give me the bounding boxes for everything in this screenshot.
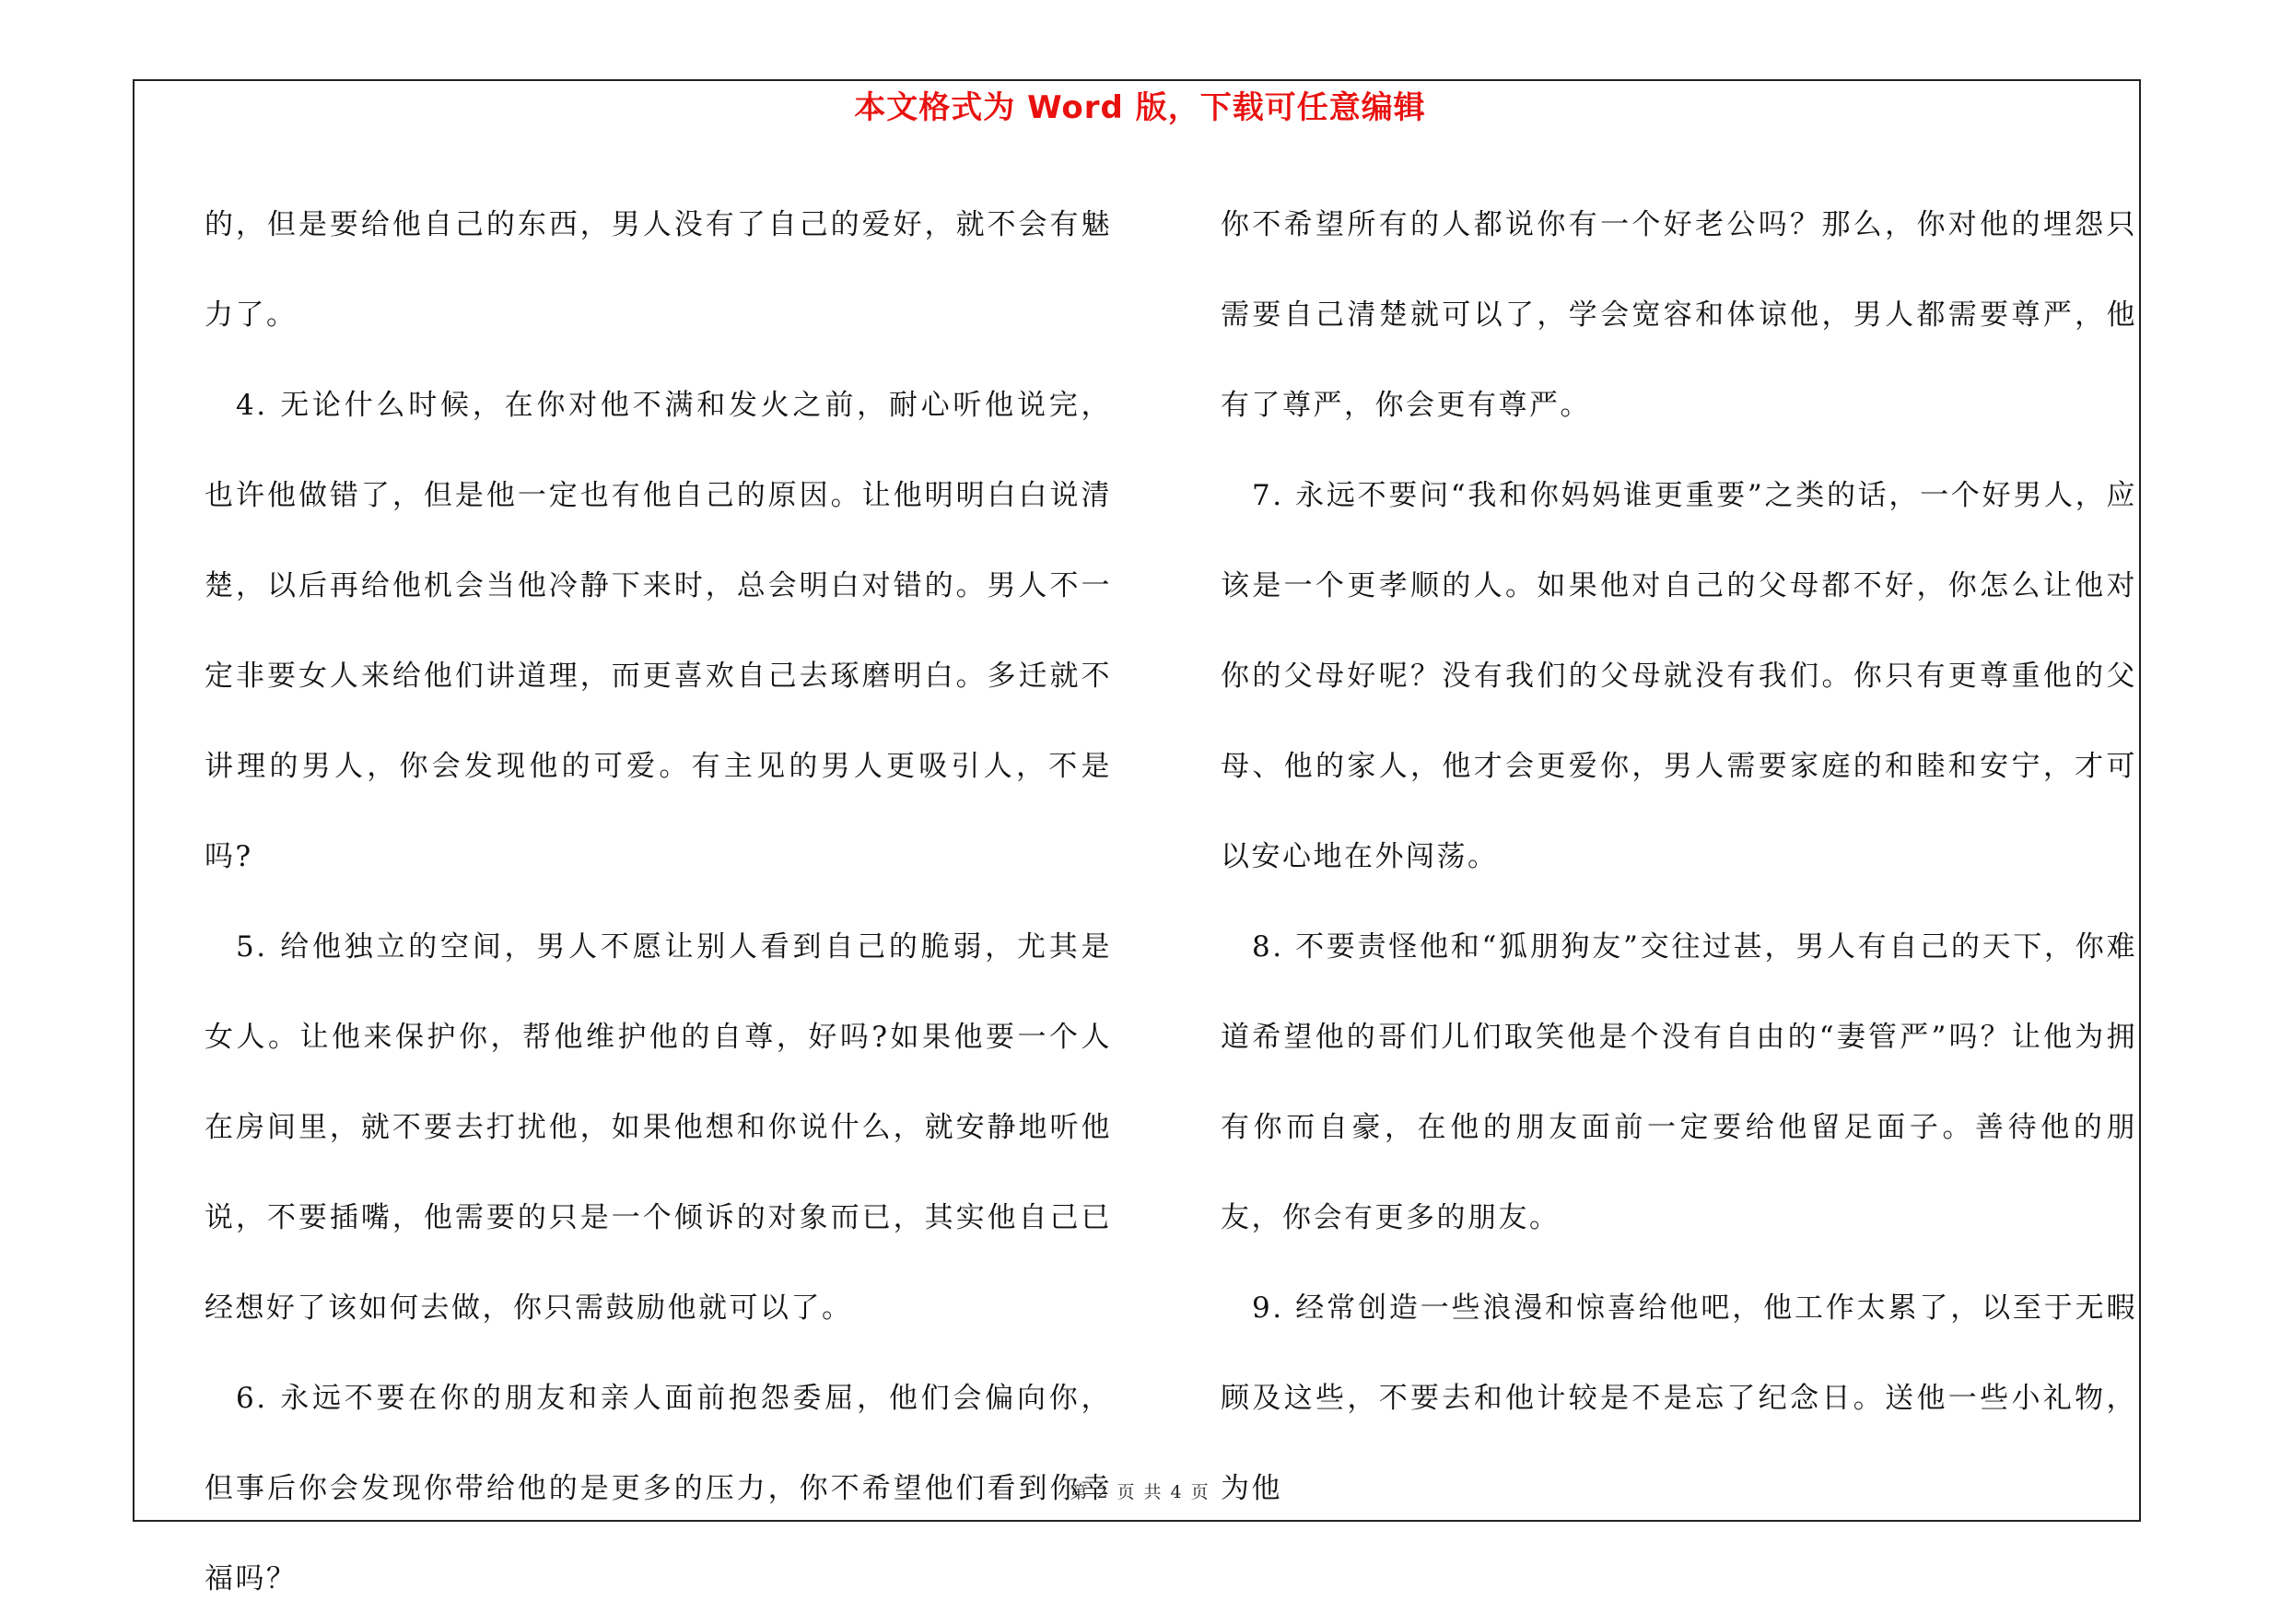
left-column	[205, 180, 1112, 1595]
paragraph: 4. 无论什么时候，在你对他不满和发火之前，耐心听他说完，也许他做错了，但是他一定也有他自己的原因。让他明明白白说清楚，以后再给他机会当他冷静下来时，总会明白对错的。男人不一定非要女人来给他们讲道理，而更喜欢自己去琢磨明白。多迁就不讲理的男人，你会发现他的可爱。有主见的男人更吸引人，不是吗?	[205, 389, 1112, 873]
paragraph: 你不希望所有的人都说你有一个好老公吗？那么，你对他的埋怨只需要自己清楚就可以了，学会宽容和体谅他，男人都需要尊严，他有了尊严，你会更有尊严。	[1221, 208, 2137, 422]
right-column	[1221, 180, 2137, 1505]
paragraph: 9. 经常创造一些浪漫和惊喜给他吧，他工作太累了，以至于无暇顾及这些，不要去和他计较是不是忘了纪念日。送他一些小礼物，为他	[1221, 1291, 2137, 1505]
paragraph: 5. 给他独立的空间，男人不愿让别人看到自己的脆弱，尤其是女人。让他来保护你，帮他维护他的自尊，好吗?如果他要一个人在房间里，就不要去打扰他，如果他想和你说什么，就安静地听他说，不要插嘴，他需要的只是一个倾诉的对象而已，其实他自己已经想好了该如何去做，你只需鼓励他就可以了。	[205, 930, 1112, 1325]
page-number: 第 2 页 共 4 页	[1070, 1482, 1210, 1502]
paragraph: 7. 永远不要问“我和你妈妈谁更重要”之类的话，一个好男人，应该是一个更孝顺的人。如果他对自己的父母都不好，你怎么让他对你的父母好呢？没有我们的父母就没有我们。你只有更尊重他的父母、他的家人，他才会更爱你，男人需要家庭的和睦和安宁，才可以安心地在外闯荡。	[1221, 479, 2137, 873]
format-banner: 本文格式为 Word 版，下载可任意编辑	[854, 89, 1426, 126]
paragraph: 6. 永远不要在你的朋友和亲人面前抱怨委屈，他们会偏向你，但事后你会发现你带给他的是更多的压力，你不希望他们看到你幸福吗？	[205, 1382, 1112, 1595]
paragraph: 的，但是要给他自己的东西，男人没有了自己的爱好，就不会有魅力了。	[205, 208, 1112, 332]
paragraph: 8. 不要责怪他和“狐朋狗友”交往过甚，男人有自己的天下，你难道希望他的哥们儿们取笑他是个没有自由的“妻管严”吗？让他为拥有你而自豪，在他的朋友面前一定要给他留足面子。善待他的朋友，你会有更多的朋友。	[1221, 930, 2137, 1234]
